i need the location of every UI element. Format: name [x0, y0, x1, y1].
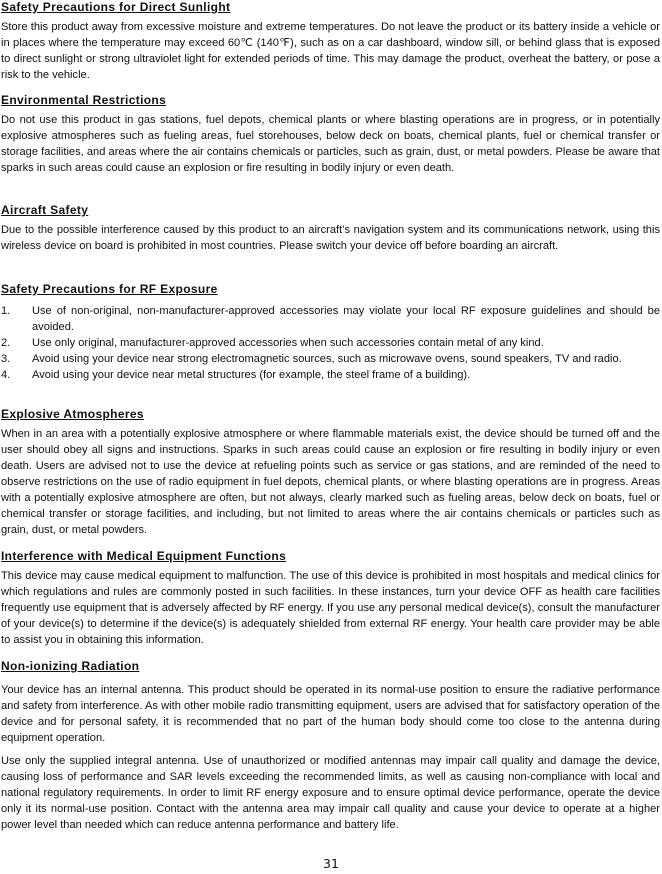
list-item-number: 4. — [1, 369, 11, 381]
section-explosive-atmospheres — [1, 407, 660, 538]
section-heading: Explosive Atmospheres — [1, 407, 144, 421]
section-body: Do not use this product in gas stations, fuel depots, chemical plants or where blasting operations are in progress, or in potentially explosive atmospheres such as fueling areas, fuel storehouses, below deck on boats, chemical plants, fuel or chemical transfer or storage facilities, and areas where the air contains chemicals or particles, such as grain, dust, or metal powders. Please be aware that sparks in such areas could cause an explosion or fire resulting in bodily injury or even death. — [1, 114, 660, 174]
section-heading: Interference with Medical Equipment Functions — [1, 549, 287, 563]
list-item — [1, 335, 660, 351]
section-body: This device may cause medical equipment to malfunction. The use of this device is prohibited in most hospitals and medical clinics for which regulations and rules are commonly posted in such facilities. In these instances, turn your device OFF as health care facilities frequently use equipment that is adversely affected by RF energy. If you use any personal medical device(s), consult the manufacturer of your device(s) to determine if the device(s) is adequately shielded from external RF energy. Your health care provider may be able to assist you in obtaining this information. — [1, 570, 660, 646]
section-rf-exposure — [1, 282, 660, 383]
list-item-text: Avoid using your device near metal structures (for example, the steel frame of a building). — [32, 369, 471, 381]
section-aircraft-safety — [1, 203, 660, 254]
list-item-number: 3. — [1, 353, 11, 365]
page-number: 31 — [323, 856, 339, 871]
list-item-number: 1. — [1, 305, 11, 317]
section-body: Due to the possible interference caused by this product to an aircraft’s navigation system and its communications network, using this wireless device on board is prohibited in most countries. Please switch your device off before boarding an aircraft. — [1, 224, 660, 252]
list-item — [1, 351, 660, 367]
section-non-ionizing-radiation — [1, 659, 660, 833]
section-direct-sunlight — [1, 0, 660, 83]
list-item-text: Avoid using your device near strong electromagnetic sources, such as microwave ovens, sound speakers, TV and radio. — [32, 353, 622, 365]
list-item — [1, 303, 660, 335]
section-heading: Aircraft Safety — [1, 203, 89, 217]
section-heading: Non-ionizing Radiation — [1, 659, 140, 673]
list-item-text: Use only original, manufacturer-approved accessories when such accessories contain metal of any kind. — [32, 337, 544, 349]
rf-exposure-list — [1, 303, 660, 383]
section-heading: Safety Precautions for Direct Sunlight — [1, 0, 231, 14]
section-environmental-restrictions — [1, 93, 660, 176]
section-body: Store this product away from excessive moisture and extreme temperatures. Do not leave the product or its battery inside a vehicle or in places where the temperature may exceed 60℃ (140℉), such as on a car dashboard, window sill, or behind glass that is exposed to direct sunlight or strong ultraviolet light for extended periods of time. This may damage the product, overheat the battery, or pose a risk to the vehicle. — [1, 21, 660, 81]
section-heading: Environmental Restrictions — [1, 93, 167, 107]
section-body: When in an area with a potentially explosive atmosphere or where flammable materials exist, the device should be turned off and the user should obey all signs and instructions. Sparks in such areas could cause an explosion or fire resulting in bodily injury or even death. Users are advised not to use the device at refueling points such as service or gas stations, and are reminded of the need to observe restrictions on the use of radio equipment in fuel depots, chemical plants, or where blasting operations are in progress. Areas with a potentially explosive atmosphere are often, but not always, clearly marked such as fueling areas, below deck on boats, fuel or chemical transfer or storage facilities, and including, but not limited to areas where the air contains chemicals or particles such as grain, dust, or metal powders. — [1, 428, 660, 536]
section-body: Your device has an internal antenna. This product should be operated in its normal-use position to ensure the radiative performance and safety from interference. As with other mobile radio transmitting equipment, users are advised that for satisfactory operation of the device and for personal safety, it is recommended that no part of the human body should come too close to the antenna during equipment operation. — [1, 684, 660, 744]
section-body-continued: Use only the supplied integral antenna. Use of unauthorized or modified antennas may impair call quality and damage the device, causing loss of performance and SAR levels exceeding the recommended limits, as well as causing non-compliance with local and national regulatory requirements. In order to limit RF energy exposure and to ensure optimal device performance, operate the device only it its normal-use position. Contact with the antenna area may impair call quality and cause your device to operate at a higher power level than needed which can reduce antenna performance and battery life. — [1, 755, 660, 831]
section-heading: Safety Precautions for RF Exposure — [1, 282, 218, 296]
list-item-number: 2. — [1, 337, 11, 349]
section-medical-equipment — [1, 549, 660, 648]
list-item — [1, 367, 660, 383]
list-item-text: Use of non-original, non-manufacturer-approved accessories may violate your local RF exposure guidelines and should be avoided. — [32, 305, 660, 333]
